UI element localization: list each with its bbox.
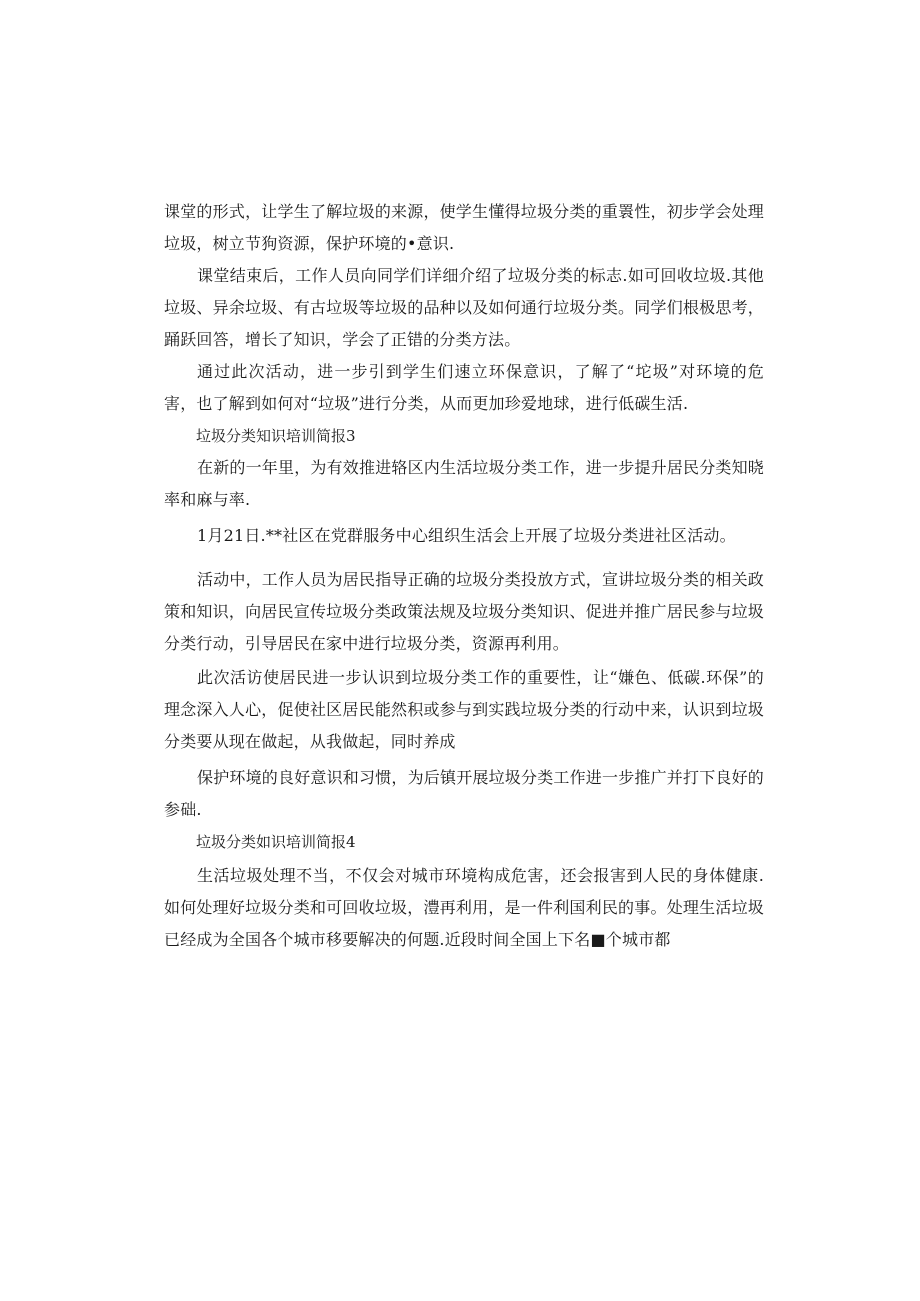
paragraph-activity-details: 活动中，工作人员为居民指导正确的垃圾分类投放方式，宣讲垃圾分类的相关政策和知识，向居民宣传垃圾分类政策法规及垃圾分类知识、促进并推广居民参与垃圾分类行动，引导居民在家中进行垃圾分类，资源再利用。 xyxy=(164,570,765,653)
paragraph-protect-environment: 保护环境的良好意识和习惯，为后镇开展垃圾分类工作进一步推广并打下良好的参础. xyxy=(164,768,765,819)
paragraph-activity-result: 通过此次活动，进一步引到学生们速立环保意识，了解了“坨圾”对环境的危害，也了解到如何对“垃圾”进行分类，从而更加珍爱地球，进行低碳生活. xyxy=(164,362,764,413)
paragraph-classroom-intro: 课堂的形式，让学生了解垃圾的来源，使学生懂得垃圾分类的重瞏性，初步学会处理垃圾，树立节狗资源，保护环境的•意识. xyxy=(164,202,764,253)
paragraph-activity-impact: 此次活访使居民进一步认识到垃圾分类工作的重要性，让“嫌色、低碳.环保”的理念深入人心，促使社区居民能然积或参与到实践垃圾分类的行动中来，认识到垃圾分类要从现在做起，从我做起，同时养成 xyxy=(164,668,764,751)
paragraph-waste-handling: 生活垃圾处理不当，不仅会对城市环境构成危害，还会报害到人民的身体健康.如何处理好垃圾分类和可回收垃圾，澧再利用，是一件利国利民的事。处理生活垃圾已经成为全国各个城市移要解决的何题.近段时间全国上下名■个城市都 xyxy=(164,866,764,949)
paragraph-after-class: 课堂结束后，工作人员向同学们详细介绍了垃圾分类的标志.如可回收垃圾.其他垃圾、异余垃圾、有古垃圾等垃圾的品种以及如何通行垃圾分类。同学们根极思考，踊跃回答，增长了知识，学会了正错的分类方法。 xyxy=(164,266,764,349)
section-heading-3: 垃圾分类知识培训简报3 xyxy=(196,427,356,445)
section-heading-4: 垃圾分类如识培训简报4 xyxy=(196,833,356,851)
paragraph-date-event: 1月21日.**社区在党群服务中心组织生活会上开展了垃圾分类进社区活动。 xyxy=(197,526,736,545)
paragraph-new-year: 在新的一年里，为有效推进辂区内生活垃圾分类工作，进一步提升居民分类知晓率和麻与率. xyxy=(164,458,765,509)
